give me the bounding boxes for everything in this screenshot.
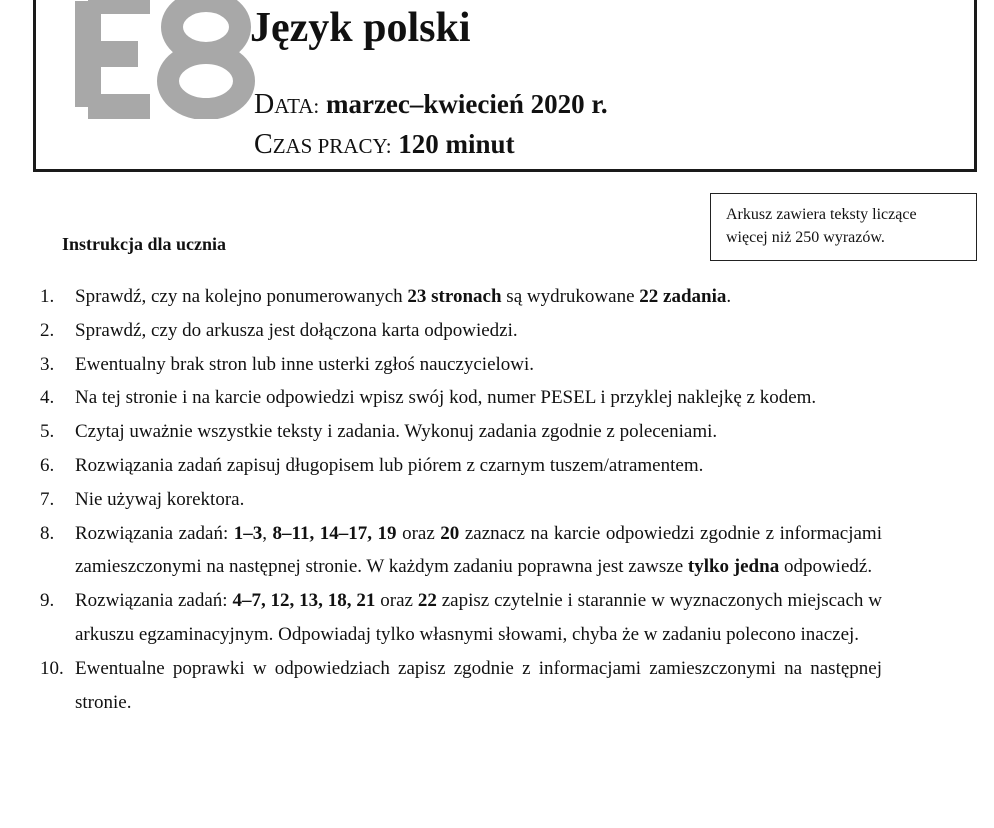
list-item: 5. Czytaj uważnie wszystkie teksty i zadania. Wykonuj zadania zgodnie z poleceniami. [40,421,718,443]
list-item: 1. Sprawdź, czy na kolejno ponumerowanych 23 stronach są wydrukowane 22 zadania. [40,286,732,307]
list-item: 2. Sprawdź, czy do arkusza jest dołączona karta odpowiedzi. [40,319,518,341]
note-line: więcej niż 250 wyrazów. [726,229,885,246]
word-count-note [710,193,977,261]
list-item: 7. Nie używaj korektora. [40,488,245,510]
list-item: 10. Ewentualne poprawki w odpowiedziach zapisz zgodnie z informacjami zamieszczonymi na następnej stronie. [40,657,882,713]
instructions-list [40,280,882,714]
list-item: 8. Rozwiązania zadań: 1–3, 8–11, 14–17, 19 oraz 20 zaznacz na karcie odpowiedzi zgodnie z informacjami zamieszczonymi na następnej stronie. W każdym zadaniu poprawna jest zawsze tylko jedna odpowiedź. [40,522,882,578]
time-label: CZAS PRACY: [254,129,392,160]
list-item: 9. Rozwiązania zadań: 4–7, 12, 13, 18, 21 oraz 22 zapisz czytelnie i starannie w wyznaczonych miejscach w arkuszu egzaminacyjnym. Odpowiadaj tylko własnymi słowami, chyba że w zadaniu polecono inaczej. [40,590,882,645]
instructions-title: Instrukcja dla ucznia [62,234,227,254]
list-item: 6. Rozwiązania zadań zapisuj długopisem lub piórem z czarnym tuszem/atramentem. [40,454,704,476]
exam-time [254,129,515,161]
subject-title: Język polski [250,5,471,51]
e8-logo [58,0,258,119]
exam-date [254,89,608,121]
note-line: Arkusz zawiera teksty liczące [726,206,917,223]
date-label: DATA: [254,89,320,120]
time-value: 120 minut [398,129,515,159]
list-item: 4. Na tej stronie i na karcie odpowiedzi wpisz swój kod, numer PESEL i przyklej naklejkę z kodem. [40,387,817,409]
list-item: 3. Ewentualny brak stron lub inne usterki zgłoś nauczycielowi. [40,353,535,375]
date-value: marzec–kwiecień 2020 r. [325,89,608,119]
exam-header [33,0,977,172]
